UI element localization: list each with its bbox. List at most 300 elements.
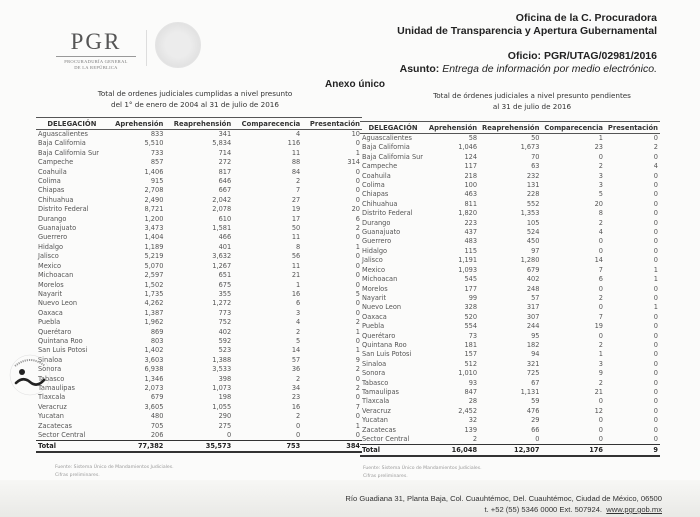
value-cell: 2,597 (144, 271, 164, 280)
delegation-cell: Chihuahua (362, 199, 398, 208)
table-row (36, 328, 362, 337)
value-cell: 67 (531, 378, 540, 387)
value-cell: 0 (653, 228, 658, 237)
value-cell: 1,131 (520, 387, 540, 396)
value-cell: 0 (653, 322, 658, 331)
value-cell: 66 (531, 425, 540, 434)
value-cell: 0 (653, 181, 658, 190)
column-header: DELEGACIÓN (36, 118, 108, 130)
value-cell: 9 (355, 355, 360, 364)
value-cell: 116 (287, 139, 301, 148)
value-cell: 1 (598, 350, 603, 359)
delegation-cell: Total (36, 441, 108, 453)
delegation-cell: Distrito Federal (362, 209, 413, 218)
column-header: Reaprehensión (479, 122, 541, 134)
value-cell: 115 (464, 246, 478, 255)
value-cell: 0 (355, 233, 360, 242)
value-cell: 1 (598, 134, 603, 142)
value-cell: 12,307 (479, 445, 541, 457)
value-cell: 2,042 (212, 195, 232, 204)
value-cell: 29 (531, 416, 540, 425)
value-cell: 14 (594, 256, 603, 265)
value-cell: 0 (653, 284, 658, 293)
table-row (36, 215, 362, 224)
value-cell: 0 (535, 435, 540, 443)
value-cell: 2 (598, 218, 603, 227)
value-cell: 0 (355, 195, 360, 204)
value-cell: 2 (355, 383, 360, 392)
delegation-cell: Puebla (362, 322, 385, 331)
asunto-label: Asunto: (399, 63, 440, 75)
value-cell: 17 (291, 214, 301, 223)
value-cell: 0 (653, 293, 658, 302)
table-row (36, 346, 362, 355)
value-cell: 3,632 (212, 252, 232, 261)
delegation-cell: Tabasco (362, 378, 389, 387)
value-cell: 11 (291, 233, 301, 242)
table-row (360, 219, 660, 228)
table-row (360, 228, 660, 237)
delegation-cell: Yucatan (362, 416, 388, 425)
value-cell: 1,093 (458, 265, 478, 274)
value-cell: 63 (531, 162, 540, 171)
value-cell: 725 (526, 369, 540, 378)
value-cell: 4 (296, 318, 301, 327)
table-row (36, 365, 362, 374)
value-cell: 232 (526, 171, 540, 180)
delegation-cell: Guerrero (38, 233, 68, 242)
left-table-caption (80, 88, 310, 110)
logo-eye (19, 369, 25, 375)
value-cell: 2 (296, 412, 301, 421)
value-cell: 2 (296, 374, 301, 383)
letterhead (397, 12, 657, 76)
value-cell: 223 (464, 218, 478, 227)
value-cell: 0 (355, 308, 360, 317)
table-row (36, 384, 362, 393)
column-header: Aprehensión (426, 122, 479, 134)
value-cell: 1 (355, 327, 360, 336)
table-row (360, 275, 660, 284)
asunto-line (397, 63, 657, 76)
table-row (360, 285, 660, 294)
table-row (360, 143, 660, 152)
value-cell: 59 (531, 397, 540, 406)
delegation-cell: Tlaxcala (38, 393, 66, 402)
value-cell: 36 (291, 365, 301, 374)
value-cell: 1,280 (520, 256, 540, 265)
value-cell: 176 (541, 445, 605, 457)
value-cell: 524 (526, 228, 540, 237)
value-cell: 275 (218, 421, 232, 430)
value-cell: 100 (464, 181, 478, 190)
value-cell: 94 (531, 350, 540, 359)
delegation-cell: Zacatecas (38, 421, 72, 430)
delegation-cell: Aguascalientes (362, 134, 412, 142)
value-cell: 915 (150, 177, 164, 186)
table-row (360, 247, 660, 256)
delegation-cell: Sonora (38, 365, 62, 374)
delegation-cell: Oaxaca (362, 312, 387, 321)
value-cell: 19 (594, 322, 603, 331)
table-row (36, 299, 362, 308)
value-cell: 1 (355, 346, 360, 355)
table-row (36, 233, 362, 242)
value-cell: 1,346 (144, 374, 164, 383)
value-cell: 0 (598, 246, 603, 255)
value-cell: 1,200 (144, 214, 164, 223)
table-row (360, 172, 660, 181)
delegation-cell: Zacatecas (362, 425, 396, 434)
table-header-row (36, 118, 362, 130)
value-cell: 1,581 (212, 224, 232, 233)
right-table-source-note (363, 465, 482, 481)
delegation-cell: Distrito Federal (38, 205, 89, 214)
value-cell: 93 (468, 378, 478, 387)
value-cell: 610 (218, 214, 232, 223)
delegation-cell: Aguascalientes (38, 130, 88, 138)
value-cell: 1 (355, 242, 360, 251)
completed-orders-table (36, 117, 362, 453)
column-header: Comparecencia (541, 122, 605, 134)
value-cell: 3 (598, 359, 603, 368)
delegation-cell: Quintana Roo (38, 336, 83, 345)
preliminary-note: Cifras preliminares. (55, 473, 100, 478)
table-row (36, 130, 362, 140)
value-cell: 667 (218, 186, 232, 195)
pgr-logo-text: PGR (70, 29, 122, 54)
value-cell: 0 (598, 425, 603, 434)
table-row (360, 181, 660, 190)
table-header-row (360, 122, 660, 134)
value-cell: 2 (653, 143, 658, 152)
value-cell: 355 (218, 289, 232, 298)
value-cell: 1,353 (520, 209, 540, 218)
logo-smile (16, 379, 44, 384)
table-row (360, 200, 660, 209)
footer-phone: t. +52 (55) 5346 0000 Ext. 507924. (484, 505, 603, 514)
delegation-cell: Nayarit (362, 293, 387, 302)
value-cell: 157 (464, 350, 478, 359)
value-cell: 218 (464, 171, 478, 180)
column-header: Presentación (302, 118, 362, 130)
table-row (360, 426, 660, 435)
value-cell: 0 (226, 431, 232, 439)
value-cell: 0 (598, 416, 603, 425)
table-row (36, 224, 362, 233)
table-row (360, 322, 660, 331)
right-caption-line-2: al 31 de julio de 2016 (492, 102, 572, 111)
value-cell: 0 (598, 397, 603, 406)
value-cell: 0 (355, 261, 360, 270)
value-cell: 803 (150, 336, 164, 345)
value-cell: 1 (653, 303, 658, 312)
value-cell: 2 (296, 327, 301, 336)
value-cell: 2,708 (144, 186, 164, 195)
value-cell: 450 (526, 237, 540, 246)
value-cell: 1,502 (144, 280, 164, 289)
value-cell: 401 (218, 242, 232, 251)
table-row (360, 360, 660, 369)
value-cell: 321 (526, 359, 540, 368)
value-cell: 12 (594, 406, 603, 415)
value-cell: 483 (464, 237, 478, 246)
value-cell: 2 (472, 435, 478, 443)
value-cell: 0 (355, 431, 360, 439)
delegation-cell: San Luis Potosi (362, 350, 412, 359)
value-cell: 1,055 (212, 402, 232, 411)
table-row (36, 196, 362, 205)
value-cell: 16,048 (426, 445, 479, 457)
value-cell: 117 (464, 162, 478, 171)
value-cell: 314 (347, 158, 360, 167)
delegation-cell: Veracruz (362, 406, 391, 415)
delegation-cell: Chiapas (38, 186, 65, 195)
value-cell: 0 (355, 336, 360, 345)
value-cell: 182 (526, 340, 540, 349)
table-row (360, 388, 660, 397)
delegation-cell: Morelos (38, 280, 64, 289)
value-cell: 0 (598, 284, 603, 293)
delegation-cell: Nuevo Leon (38, 299, 78, 308)
value-cell: 4 (296, 130, 301, 138)
value-cell: 6 (296, 299, 301, 308)
value-cell: 70 (531, 152, 540, 161)
delegation-cell: Sinaloa (38, 355, 63, 364)
igualdad-laboral-logo-icon (7, 352, 53, 398)
value-cell: 0 (598, 152, 603, 161)
table-row (360, 435, 660, 445)
value-cell: 0 (653, 312, 658, 321)
value-cell: 0 (653, 246, 658, 255)
delegation-cell: Chihuahua (38, 195, 74, 204)
value-cell: 105 (526, 218, 540, 227)
delegation-cell: Morelos (362, 284, 388, 293)
value-cell: 28 (468, 397, 478, 406)
column-header: Aprehensión (108, 118, 166, 130)
table-row (36, 177, 362, 186)
delegation-cell: Guanajuato (38, 224, 77, 233)
table-row (360, 350, 660, 359)
column-header: DELEGACIÓN (360, 122, 426, 134)
delegation-cell: Mexico (362, 265, 386, 274)
value-cell: 0 (355, 393, 360, 402)
table-row (360, 332, 660, 341)
value-cell: 307 (526, 312, 540, 321)
value-cell: 592 (218, 336, 232, 345)
value-cell: 1,073 (212, 383, 232, 392)
value-cell: 131 (526, 181, 540, 190)
pending-orders-table (360, 121, 660, 457)
value-cell: 1,272 (212, 299, 232, 308)
value-cell: 0 (653, 152, 658, 161)
value-cell: 476 (526, 406, 540, 415)
value-cell: 0 (653, 134, 658, 142)
value-cell: 5,219 (144, 252, 164, 261)
value-cell: 34 (291, 383, 301, 392)
value-cell: 1,735 (144, 289, 164, 298)
value-cell: 6 (598, 275, 603, 284)
value-cell: 480 (150, 412, 164, 421)
value-cell: 0 (653, 416, 658, 425)
value-cell: 3 (598, 181, 603, 190)
value-cell: 0 (653, 378, 658, 387)
value-cell: 651 (218, 271, 232, 280)
value-cell: 679 (526, 265, 540, 274)
unit-name: Unidad de Transparencia y Apertura Gubernamental (397, 25, 657, 37)
table-row (360, 294, 660, 303)
value-cell: 733 (150, 148, 164, 157)
value-cell: 328 (464, 303, 478, 312)
value-cell: 705 (150, 421, 164, 430)
delegation-cell: Colima (38, 177, 61, 186)
value-cell: 5 (355, 289, 360, 298)
asunto-text: Entrega de información por medio electrónico. (442, 63, 657, 75)
value-cell: 5,834 (212, 139, 232, 148)
value-cell: 2,490 (144, 195, 164, 204)
value-cell: 675 (218, 280, 232, 289)
value-cell: 545 (464, 275, 478, 284)
value-cell: 0 (296, 431, 301, 439)
value-cell: 2 (598, 378, 603, 387)
value-cell: 714 (218, 148, 232, 157)
value-cell: 19 (291, 205, 301, 214)
table-row (36, 243, 362, 252)
value-cell: 811 (464, 199, 478, 208)
value-cell: 463 (464, 190, 478, 199)
delegation-cell: Baja California (38, 139, 86, 148)
value-cell: 32 (468, 416, 478, 425)
value-cell: 0 (653, 359, 658, 368)
value-cell: 5,510 (144, 139, 164, 148)
value-cell: 16 (291, 402, 301, 411)
delegation-cell: Michoacan (38, 271, 74, 280)
value-cell: 7 (355, 402, 360, 411)
delegation-cell: Querétaro (362, 331, 396, 340)
value-cell: 753 (233, 441, 302, 453)
logo-text-arc (15, 360, 45, 366)
delegation-cell: Total (360, 445, 426, 457)
value-cell: 16 (291, 289, 301, 298)
delegation-cell: Sinaloa (362, 359, 387, 368)
value-cell: 6,938 (144, 365, 164, 374)
pgr-logo (56, 30, 136, 71)
delegation-cell: Jalisco (38, 252, 59, 261)
value-cell: 21 (291, 271, 301, 280)
value-cell: 0 (355, 177, 360, 186)
value-cell: 1,267 (212, 261, 232, 270)
value-cell: 554 (464, 322, 478, 331)
value-cell: 0 (598, 435, 603, 443)
value-cell: 272 (218, 158, 232, 167)
value-cell: 1,404 (144, 233, 164, 242)
table-row (36, 318, 362, 327)
value-cell: 679 (150, 393, 164, 402)
value-cell: 198 (218, 393, 232, 402)
value-cell: 7 (598, 265, 603, 274)
value-cell: 1 (296, 280, 301, 289)
value-cell: 1 (653, 265, 658, 274)
value-cell: 402 (526, 275, 540, 284)
value-cell: 3 (598, 171, 603, 180)
table-row (360, 134, 660, 144)
value-cell: 2 (355, 224, 360, 233)
value-cell: 73 (468, 331, 478, 340)
logo-subtitle-1: PROCURADURÍA GENERAL (64, 59, 128, 64)
value-cell: 20 (594, 199, 603, 208)
delegation-cell: Yucatan (38, 412, 64, 421)
table-row (360, 341, 660, 350)
value-cell: 58 (468, 134, 478, 142)
value-cell: 0 (598, 331, 603, 340)
value-cell: 847 (464, 387, 478, 396)
delegation-cell: Durango (38, 214, 67, 223)
table-row (36, 205, 362, 214)
delegation-cell: Mexico (38, 261, 62, 270)
value-cell: 0 (653, 406, 658, 415)
value-cell: 1,673 (520, 143, 540, 152)
value-cell: 833 (150, 130, 164, 138)
footer-website-link[interactable]: www.pgr.gob.mx (606, 505, 662, 514)
column-header: Comparecencia (233, 118, 302, 130)
table-row (36, 168, 362, 177)
column-header: Reaprehensión (165, 118, 233, 130)
value-cell: 2 (598, 340, 603, 349)
value-cell: 84 (291, 167, 301, 176)
value-cell: 5 (296, 336, 301, 345)
value-cell: 0 (355, 186, 360, 195)
value-cell: 0 (653, 209, 658, 218)
value-cell: 1,387 (144, 308, 164, 317)
delegation-cell: Guanajuato (362, 228, 401, 237)
value-cell: 2,452 (458, 406, 478, 415)
footer-contact (345, 504, 662, 515)
delegation-cell: Tamaulipas (362, 387, 399, 396)
value-cell: 2,073 (144, 383, 164, 392)
delegation-cell: Nayarit (38, 289, 63, 298)
logo-subtitle-2: DE LA REPÚBLICA (74, 65, 118, 70)
value-cell: 3,533 (212, 365, 232, 374)
logo-divider (56, 56, 136, 57)
value-cell: 0 (355, 271, 360, 280)
value-cell: 0 (653, 435, 658, 443)
value-cell: 0 (653, 350, 658, 359)
table-row (36, 149, 362, 158)
table-row (360, 162, 660, 171)
table-row (360, 209, 660, 218)
footer (345, 493, 662, 515)
delegation-cell: Sonora (362, 369, 386, 378)
value-cell: 5,070 (144, 261, 164, 270)
delegation-cell: Querétaro (38, 327, 72, 336)
delegation-cell: Baja California Sur (38, 148, 100, 157)
value-cell: 88 (291, 158, 301, 167)
value-cell: 0 (653, 331, 658, 340)
value-cell: 248 (526, 284, 540, 293)
value-cell: 206 (150, 431, 164, 439)
right-caption-line-1: Total de órdenes judiciales a nivel presunto pendientes (433, 91, 631, 100)
value-cell: 384 (302, 441, 362, 453)
left-table-source-note (55, 464, 174, 480)
value-cell: 2 (598, 162, 603, 171)
logo-separator (146, 30, 147, 66)
delegation-cell: Jalisco (362, 256, 383, 265)
value-cell: 817 (218, 167, 232, 176)
value-cell: 0 (355, 252, 360, 261)
delegation-cell: Sector Central (362, 435, 410, 443)
value-cell: 23 (594, 143, 603, 152)
value-cell: 0 (355, 167, 360, 176)
